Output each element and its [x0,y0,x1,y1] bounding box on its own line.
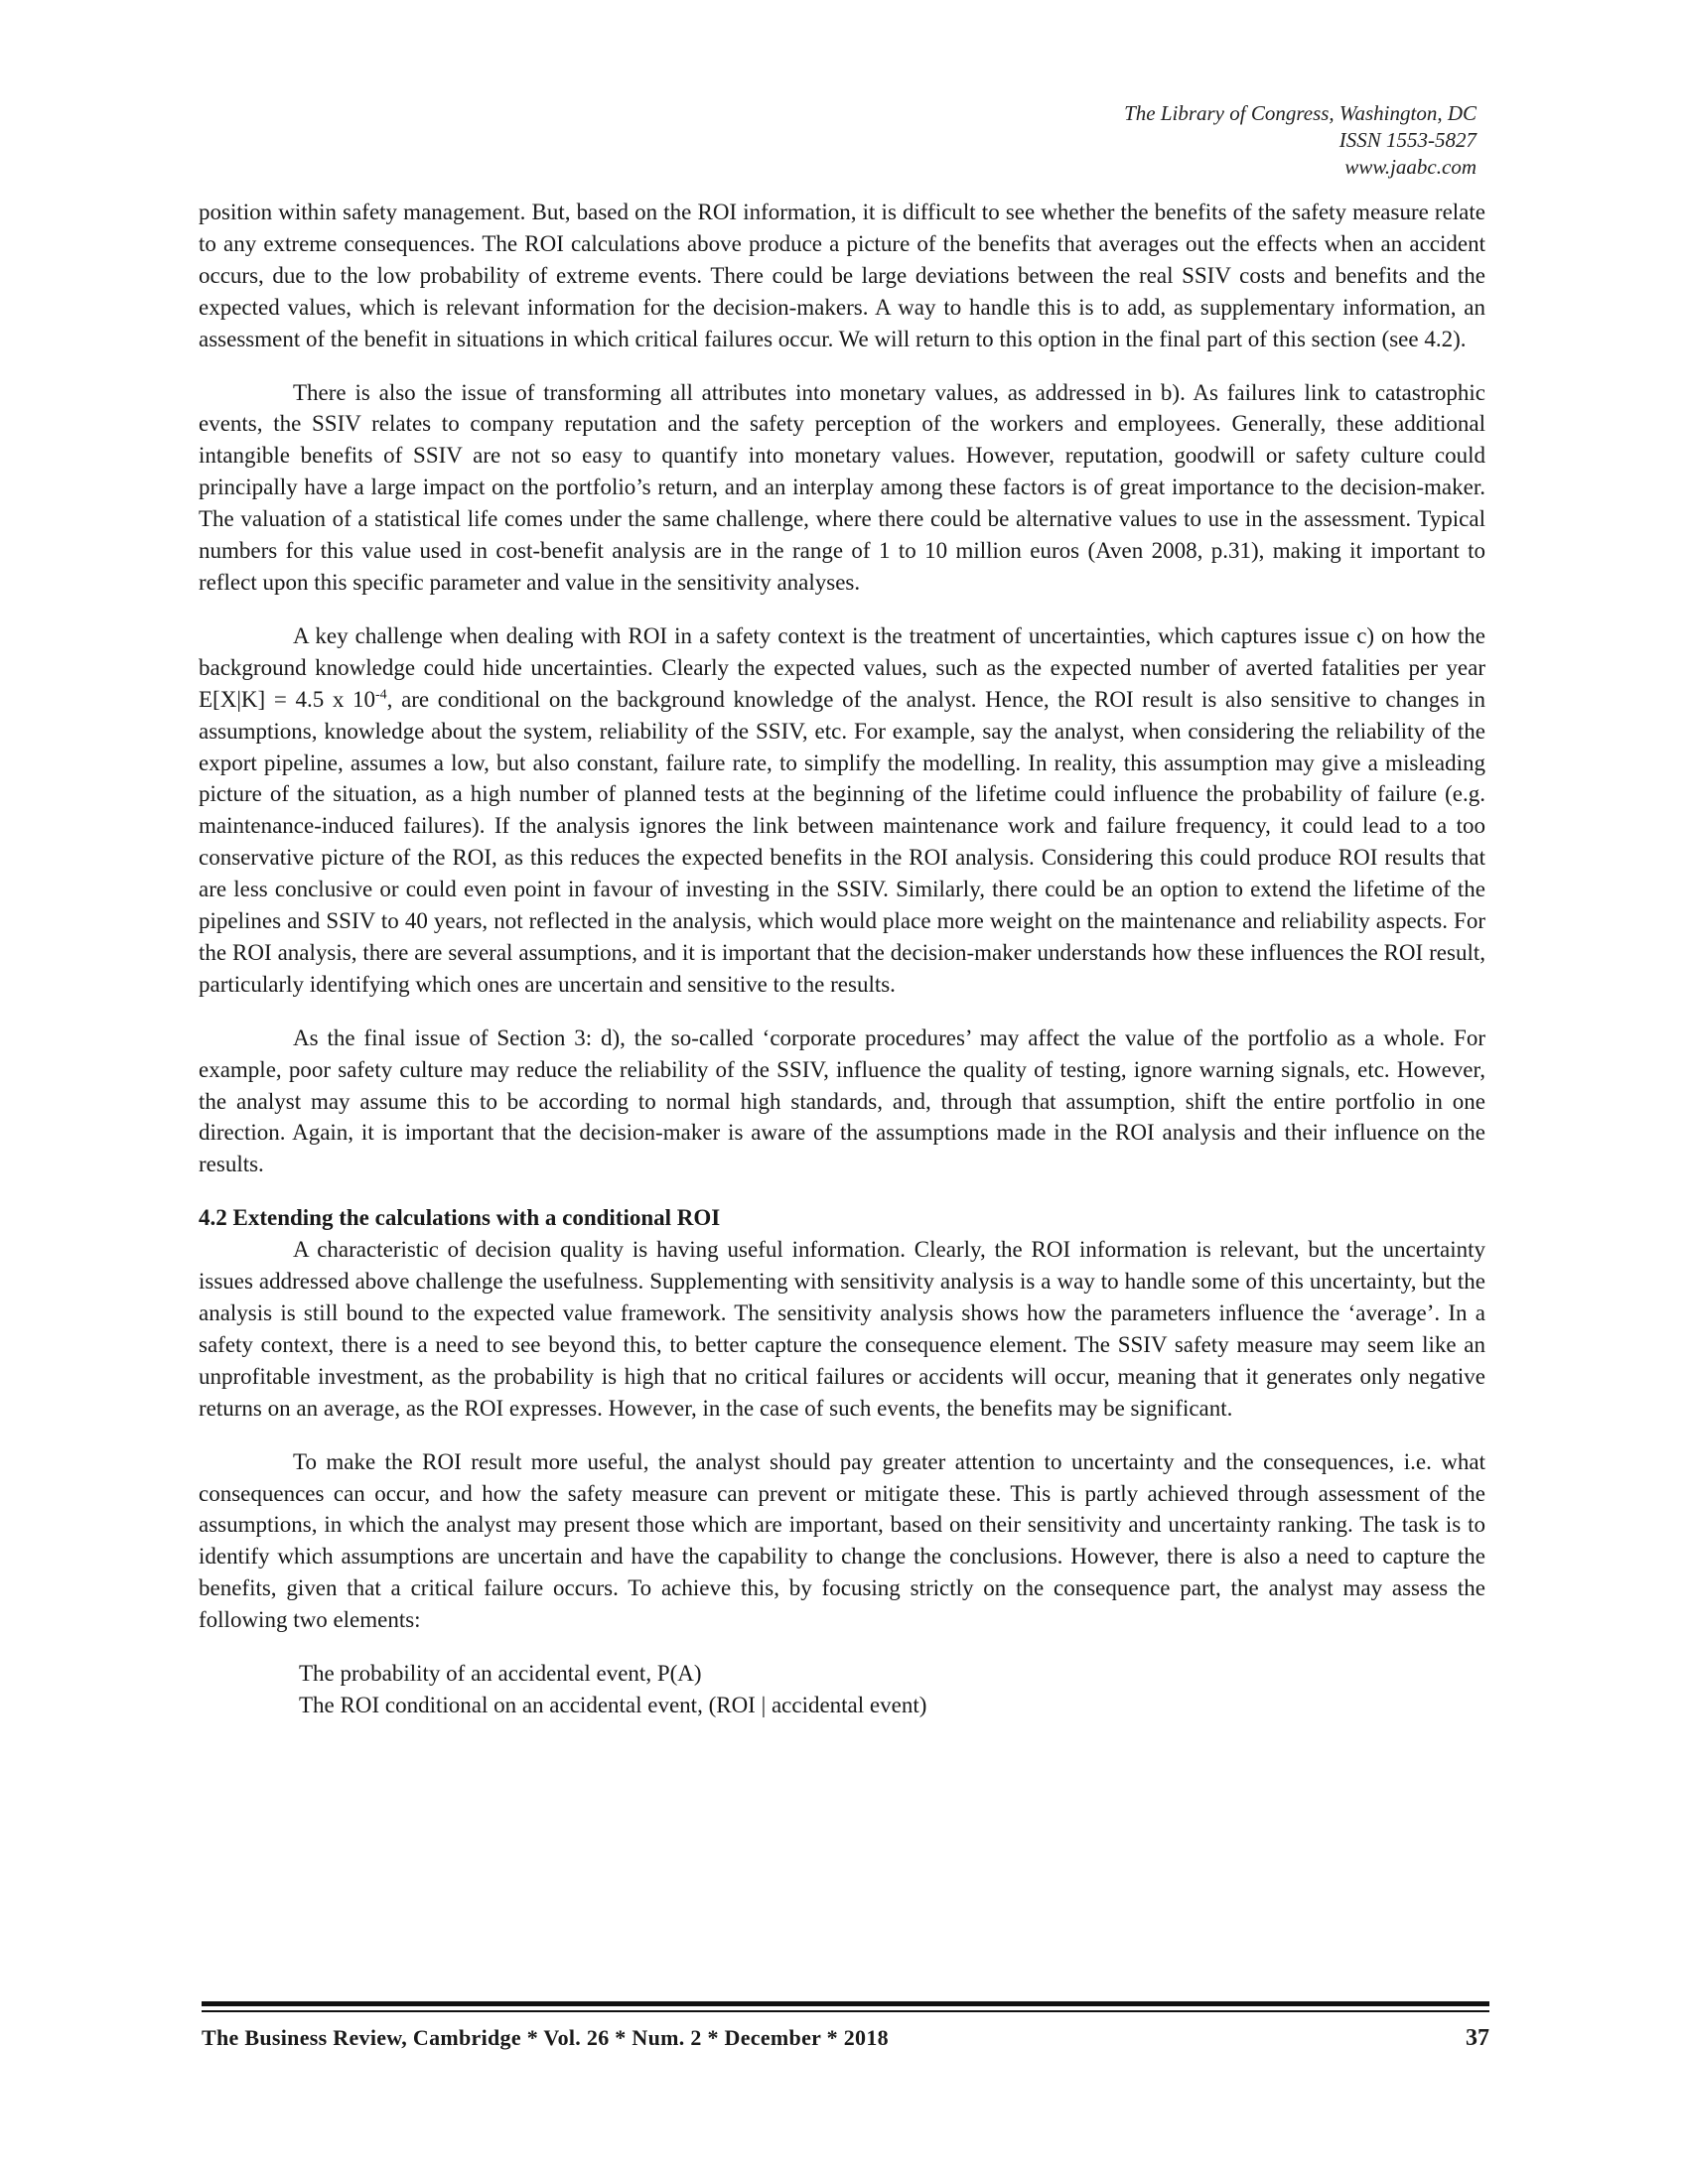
paragraph-4: As the final issue of Section 3: d), the so-called ‘corporate procedures’ may affect the value of the portfolio as a whole. For example, poor safety culture may reduce the reliability of the SSIV, influence the quality of testing, ignore warning signals, etc. However, the analyst may assume this to be according to normal high standards, and, through that assumption, shift the entire portfolio in one direction. Again, it is important that the decision-maker is aware of the assumptions made in the ROI analysis and their influence on the results. [199,1024,1485,1177]
paragraph-1: position within safety management. But, based on the ROI information, it is difficult to see whether the benefits of the safety measure relate to any extreme consequences. The ROI calculations above produce a picture of the benefits that averages out the effects when an accident occurs, due to the low probability of extreme events. There could be large deviations between the real SSIV costs and benefits and the expected values, which is relevant information for the decision-makers. A way to handle this is to add, as supplementary information, an assessment of the benefit in situations in which critical failures occur. We will return to this option in the final part of this section (see 4.2). [199,200,1485,351]
section-heading: 4.2 Extending the calculations with a conditional ROI [199,1205,721,1231]
exponent: -4 [375,687,387,703]
header-issn: ISSN 1553-5827 [1338,128,1477,152]
paragraph-6: To make the ROI result more useful, the analyst should pay greater attention to uncertainty and the consequences, i.e. what consequences can occur, and how the safety measure can prevent or mitigate these. This is partly achieved through assessment of the assumptions, in which the analyst may present those which are important, based on their sensitivity and uncertainty ranking. The task is to identify which assumptions are uncertain and have the capability to change the conclusions. However, there is also a need to capture the benefits, given that a critical failure occurs. To achieve this, by focusing strictly on the consequence part, the analyst may assess the following two elements: [199,1448,1485,1633]
paragraph-3-part-1: A key challenge when dealing with ROI in a safety context is the treatment of uncertainties, which captures issue c) on how the background knowledge could hide uncertainties. Clearly the expected values, such as the expected number of averted fatalities per year E[X|K] = 4.5 x 10 [199,622,1485,712]
element-list [299,1658,1485,1721]
footer-journal-citation: The Business Review, Cambridge * Vol. 26 * Num. 2 * December * 2018 [202,2025,889,2050]
header-publisher: The Library of Congress, Washington, DC [1124,101,1477,125]
article-body [199,197,1485,1721]
paragraph-5: A characteristic of decision quality is having useful information. Clearly, the ROI information is relevant, but the uncertainty issues addressed above challenge the usefulness. Supplementing with sensitivity analysis is a way to handle some of this uncertainty, but the analysis is still bound to the expected value framework. The sensitivity analysis shows how the parameters influence the ‘average’. In a safety context, there is a need to see beyond this, to better capture the consequence element. The SSIV safety measure may seem like an unprofitable investment, as the probability is high that no critical failures or accidents will occur, meaning that it generates only negative returns on an average, as the ROI expresses. However, in the case of such events, the benefits may be significant. [199,1237,1485,1421]
running-header [1124,100,1477,181]
header-website: www.jaabc.com [1344,155,1477,179]
element-item-probability: The probability of an accidental event, P(A) [299,1661,702,1687]
page-number: 37 [1466,2025,1489,2051]
footer-divider-thick [202,2001,1489,2006]
paragraph-3-part-2: , are conditional on the background knowledge of the analyst. Hence, the ROI result is also sensitive to changes in assumptions, knowledge about the system, reliability of the SSIV, etc. For example, say the analyst, when considering the reliability of the export pipeline, assumes a low, but also constant, failure rate, to simplify the modelling. In reality, this assumption may give a misleading picture of the situation, as a high number of planned tests at the beginning of the lifetime could influence the probability of failure (e.g. maintenance-induced failures). If the analysis ignores the link between maintenance work and failure frequency, it could lead to a too conservative picture of the ROI, as this reduces the expected benefits in the ROI analysis. Considering this could produce ROI results that are less conclusive or could even point in favour of investing in the SSIV. Similarly, there could be an option to extend the lifetime of the pipelines and SSIV to 40 years, not reflected in the analysis, which would place more weight on the maintenance and reliability aspects. For the ROI analysis, there are several assumptions, and it is important that the decision-maker understands how these influences the ROI result, particularly identifying which ones are uncertain and sensitive to the results. [199,686,1485,997]
footer-divider-thin [202,2010,1489,2012]
paragraph-2: There is also the issue of transforming all attributes into monetary values, as addressed in b). As failures link to catastrophic events, the SSIV relates to company reputation and the safety perception of the workers and employees. Generally, these additional intangible benefits of SSIV are not so easy to quantify into monetary values. However, reputation, goodwill or safety culture could principally have a large impact on the portfolio’s return, and an interplay among these factors is of great importance to the decision-maker. The valuation of a statistical life comes under the same challenge, where there could be alternative values to use in the assessment. Typical numbers for this value used in cost-benefit analysis are in the range of 1 to 10 million euros (Aven 2008, p.31), making it important to reflect upon this specific parameter and value in the sensitivity analyses. [199,379,1485,595]
element-item-conditional-roi: The ROI conditional on an accidental event, (ROI | accidental event) [299,1692,927,1717]
paragraph-3 [199,620,1485,1001]
